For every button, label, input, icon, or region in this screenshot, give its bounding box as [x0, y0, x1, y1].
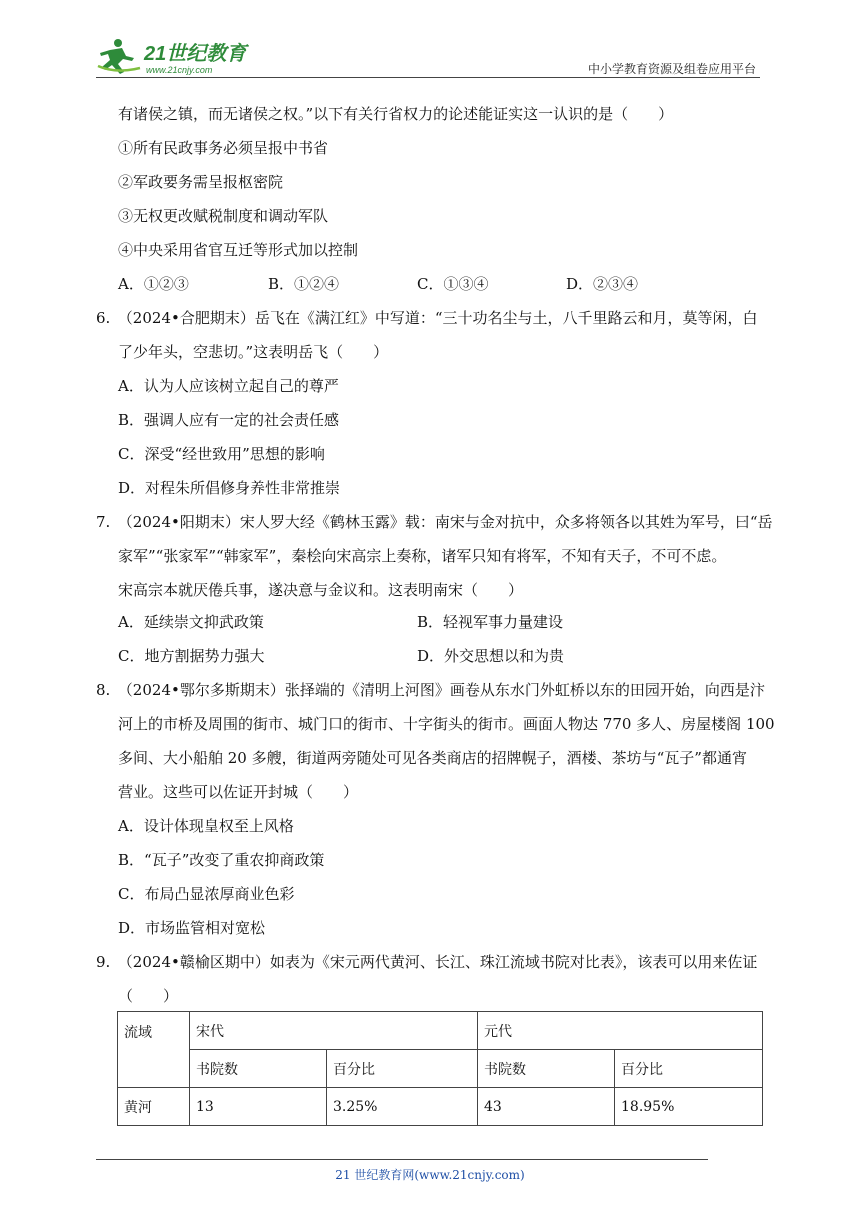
- q8-option-d: D．市场监管相对宽松: [118, 919, 266, 937]
- q5-stem-continuation: 有诸侯之镇，而无诸侯之权。”以下有关行省权力的论述能证实这一认识的是（ ）: [118, 105, 674, 123]
- q7-stem-line1: 7. （2024•阳期末）宋人罗大经《鹤林玉露》载：南宋与金对抗中，众多将领各以其姓为军号，曰“岳: [96, 513, 773, 531]
- q5-option-d: D．②③④: [566, 275, 639, 293]
- q7-stem-line3: 宋高宗本就厌倦兵事，遂决意与金议和。这表明南宋（ ）: [118, 581, 524, 599]
- table-cell-basin: 黄河: [118, 1088, 190, 1126]
- q7-stem-line2: 家军”“张家军”“韩家军”，秦桧向宋高宗上奏称，诸军只知有将军，不知有天子，不可不虑。: [118, 547, 727, 565]
- q6-option-a: A．认为人应该树立起自己的尊严: [118, 377, 339, 395]
- table-subheader-cell: 百分比: [615, 1050, 763, 1088]
- platform-name: 中小学教育资源及组卷应用平台: [587, 62, 756, 76]
- header-divider: [96, 77, 760, 78]
- q8-option-b: B．“瓦子”改变了重农抑商政策: [118, 851, 325, 869]
- table-cell: 3.25%: [327, 1088, 478, 1126]
- table-subheader-cell: 书院数: [190, 1050, 327, 1088]
- q8-stem-line1: 8. （2024•鄂尔多斯期末）张择端的《清明上河图》画卷从东水门外虹桥以东的田园开始，向西是汴: [96, 681, 765, 699]
- academy-comparison-table: [117, 1011, 763, 1126]
- svg-text:21世纪教育: 21世纪教育: [144, 43, 247, 65]
- q7-option-d: D．外交思想以和为贵: [417, 647, 565, 665]
- table-subheader-cell: 书院数: [478, 1050, 615, 1088]
- q8-stem-line2: 河上的市桥及周围的街市、城门口的街市、十字街头的街市。画面人物达 770 多人、房屋楼阁 100: [118, 715, 775, 733]
- q8-stem-line3: 多间、大小船舶 20 多艘，街道两旁随处可见各类商店的招牌幌子，酒楼、茶坊与“瓦子”都通宵: [118, 749, 747, 767]
- q5-item-4: ④中央采用省官互迁等形式加以控制: [118, 241, 359, 259]
- q6-option-d: D．对程朱所倡修身养性非常推崇: [118, 479, 341, 497]
- table-cell: 18.95%: [615, 1088, 763, 1126]
- table-row: [118, 1088, 763, 1126]
- footer-divider: [96, 1159, 708, 1160]
- q7-option-b: B．轻视军事力量建设: [417, 613, 564, 631]
- q8-option-c: C．布局凸显浓厚商业色彩: [118, 885, 295, 903]
- footer-site-link[interactable]: 21 世纪教育网(www.21cnjy.com): [335, 1168, 525, 1182]
- q6-option-b: B．强调人应有一定的社会责任感: [118, 411, 340, 429]
- page-header: [96, 34, 760, 78]
- q5-option-c: C．①③④: [417, 275, 489, 293]
- q5-item-1: ①所有民政事务必须呈报中书省: [118, 139, 329, 157]
- q7-option-c: C．地方割据势力强大: [118, 647, 265, 665]
- table-cell: 43: [478, 1088, 615, 1126]
- table-header-song: 宋代: [190, 1012, 478, 1050]
- q6-option-c: C．深受“经世致用”思想的影响: [118, 445, 325, 463]
- table-header-basin: 流域: [118, 1012, 190, 1088]
- q5-item-3: ③无权更改赋税制度和调动军队: [118, 207, 329, 225]
- table-header-row: [118, 1012, 763, 1050]
- table-subheader-cell: 百分比: [327, 1050, 478, 1088]
- q9-stem-line2: （ ）: [118, 987, 179, 1005]
- q5-option-b: B．①②④: [268, 275, 340, 293]
- q7-option-a: A．延续崇文抑武政策: [118, 613, 264, 631]
- table-header-yuan: 元代: [478, 1012, 763, 1050]
- svg-text:www.21cnjy.com: www.21cnjy.com: [146, 65, 213, 75]
- q9-stem-line1: 9. （2024•赣榆区期中）如表为《宋元两代黄河、长江、珠江流域书院对比表》，该表可以用来佐证: [96, 953, 758, 971]
- q5-option-a: A．①②③: [118, 275, 189, 293]
- q8-option-a: A．设计体现皇权至上风格: [118, 817, 294, 835]
- q5-item-2: ②军政要务需呈报枢密院: [118, 173, 284, 191]
- q8-stem-line4: 营业。这些可以佐证开封城（ ）: [118, 783, 359, 801]
- logo-21cnjy: [96, 36, 256, 76]
- table-subheader-row: [118, 1050, 763, 1088]
- q6-stem-line1: 6. （2024•合肥期末）岳飞在《满江红》中写道：“三十功名尘与土，八千里路云和月，莫等闲，白: [96, 309, 758, 327]
- table-cell: 13: [190, 1088, 327, 1126]
- q6-stem-line2: 了少年头，空悲切。”这表明岳飞（ ）: [118, 343, 389, 361]
